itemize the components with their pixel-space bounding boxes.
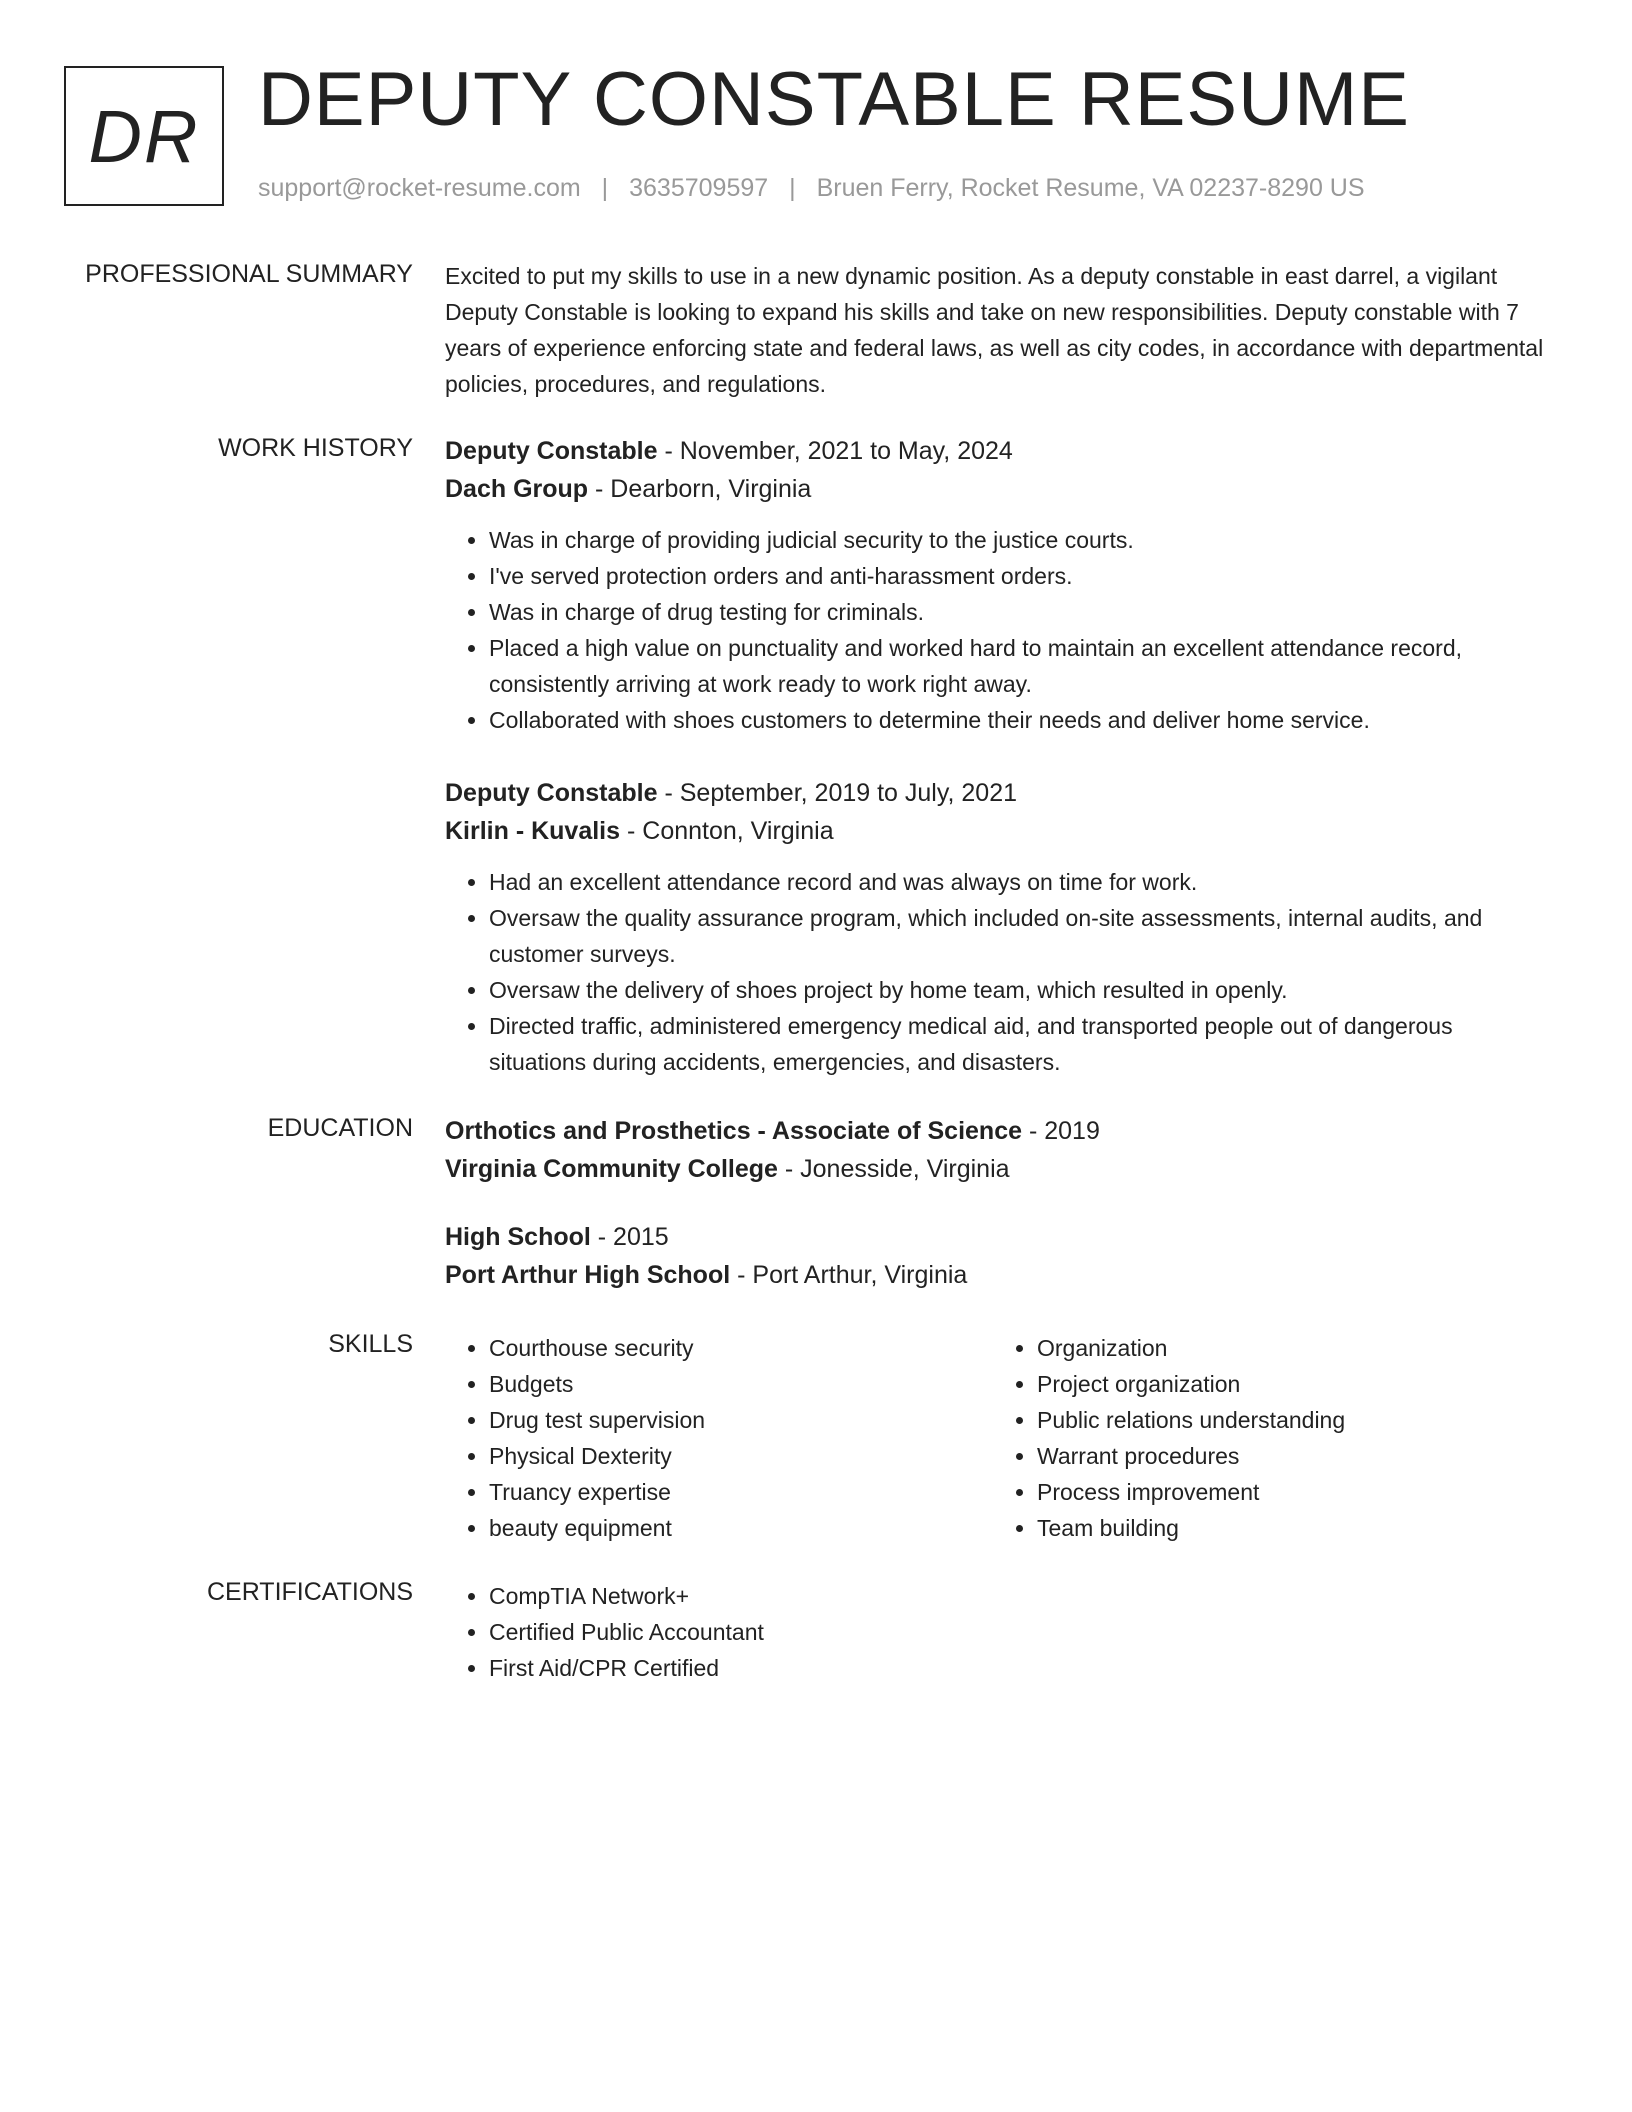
contact-separator: | [601, 174, 609, 202]
edu-degree: High School [445, 1223, 591, 1251]
list-item: • Directed traffic, administered emergency medical aid, and transported people out of dangerous situations during accidents, emergencies, and disasters. [489, 1008, 1555, 1080]
skills-list-right [993, 1330, 1541, 1546]
section-label-summary: PROFESSIONAL SUMMARY [85, 260, 413, 288]
list-item: • Collaborated with shoes customers to determine their needs and deliver home service. [489, 702, 1555, 738]
job-title-line [445, 432, 1555, 470]
job-company: Kirlin - Kuvalis [445, 817, 621, 845]
page-title: DEPUTY CONSTABLE RESUME [258, 57, 1410, 142]
education-entry [445, 1112, 1555, 1188]
job-dates: - September, 2019 to July, 2021 [657, 779, 1018, 807]
edu-year: - 2015 [590, 1223, 669, 1251]
job-company: Dach Group [445, 475, 589, 503]
list-item: • Oversaw the quality assurance program, which included on-site assessments, internal audits, and customer surveys. [489, 900, 1555, 972]
list-item: • Drug test supervision [489, 1402, 993, 1438]
job-dates: - November, 2021 to May, 2024 [657, 437, 1013, 465]
certifications-body [445, 1578, 1555, 1686]
list-item: • Public relations understanding [1037, 1402, 1541, 1438]
job-bullet-list [445, 522, 1555, 738]
contact-address: Bruen Ferry, Rocket Resume, VA 02237-8290 US [816, 174, 1365, 202]
contact-separator: | [789, 174, 796, 202]
monogram-initials: DR [88, 94, 200, 178]
list-item: • Organization [1037, 1330, 1541, 1366]
skills-body [445, 1330, 1555, 1546]
list-item: • Oversaw the delivery of shoes project by home team, which resulted in openly. [489, 972, 1555, 1008]
list-item: • Had an excellent attendance record and was always on time for work. [489, 864, 1555, 900]
skills-column-right [993, 1330, 1541, 1546]
list-item: • Warrant procedures [1037, 1438, 1541, 1474]
job-location: - Connton, Virginia [620, 817, 834, 845]
edu-location: - Port Arthur, Virginia [730, 1261, 968, 1289]
contact-phone: 3635709597 [629, 174, 769, 202]
summary-text: Excited to put my skills to use in a new dynamic position. As a deputy constable in east darrel, a vigilant Deputy Constable is looking to expand his skills and take on new responsibilities. Deputy constable with 7 years of experience enforcing state and federal laws, as well as city codes, in accordance with departmental policies, procedures, and regulations. [445, 263, 1544, 397]
list-item: • Budgets [489, 1366, 993, 1402]
job-title: Deputy Constable [445, 437, 658, 465]
list-item: • Team building [1037, 1510, 1541, 1546]
edu-degree-line [445, 1218, 1555, 1256]
list-item: • Project organization [1037, 1366, 1541, 1402]
skills-columns [445, 1330, 1555, 1546]
list-item: • Certified Public Accountant [489, 1614, 1555, 1650]
job-entry [445, 774, 1555, 1080]
job-company-line [445, 470, 1555, 508]
job-title: Deputy Constable [445, 779, 658, 807]
edu-school-line [445, 1150, 1555, 1188]
list-item: • CompTIA Network+ [489, 1578, 1555, 1614]
education-entry [445, 1218, 1555, 1294]
section-label-skills: SKILLS [328, 1330, 413, 1358]
list-item: • Courthouse security [489, 1330, 993, 1366]
work-history-body [445, 432, 1555, 1080]
list-item: • Was in charge of providing judicial security to the justice courts. [489, 522, 1555, 558]
job-entry [445, 432, 1555, 738]
list-item: • Truancy expertise [489, 1474, 993, 1510]
skills-list-left [445, 1330, 993, 1546]
edu-location: - Jonesside, Virginia [777, 1155, 1010, 1183]
list-item: • First Aid/CPR Certified [489, 1650, 1555, 1686]
list-item: • beauty equipment [489, 1510, 993, 1546]
edu-year: - 2019 [1022, 1117, 1100, 1145]
edu-degree: Orthotics and Prosthetics - Associate of Science [445, 1117, 1023, 1145]
edu-degree-line [445, 1112, 1555, 1150]
contact-line [258, 174, 1365, 203]
summary-body [445, 258, 1555, 402]
section-label-certifications: CERTIFICATIONS [206, 1578, 413, 1606]
edu-school-line [445, 1256, 1555, 1294]
education-body [445, 1112, 1555, 1294]
list-item: • Was in charge of drug testing for criminals. [489, 594, 1555, 630]
section-label-work-history: WORK HISTORY [218, 434, 413, 462]
job-location: - Dearborn, Virginia [588, 475, 812, 503]
section-label-education: EDUCATION [267, 1114, 413, 1142]
job-bullet-list [445, 864, 1555, 1080]
list-item: • I've served protection orders and anti-harassment orders. [489, 558, 1555, 594]
edu-school: Virginia Community College [445, 1155, 778, 1183]
certifications-list [445, 1578, 1555, 1686]
contact-email: support@rocket-resume.com [258, 174, 581, 202]
job-title-line [445, 774, 1555, 812]
job-company-line [445, 812, 1555, 850]
skills-column-left [445, 1330, 993, 1546]
list-item: • Process improvement [1037, 1474, 1541, 1510]
list-item: • Physical Dexterity [489, 1438, 993, 1474]
list-item: • Placed a high value on punctuality and worked hard to maintain an excellent attendance record, consistently arriving at work ready to work right away. [489, 630, 1555, 702]
monogram-badge [64, 66, 224, 206]
edu-school: Port Arthur High School [445, 1261, 731, 1289]
